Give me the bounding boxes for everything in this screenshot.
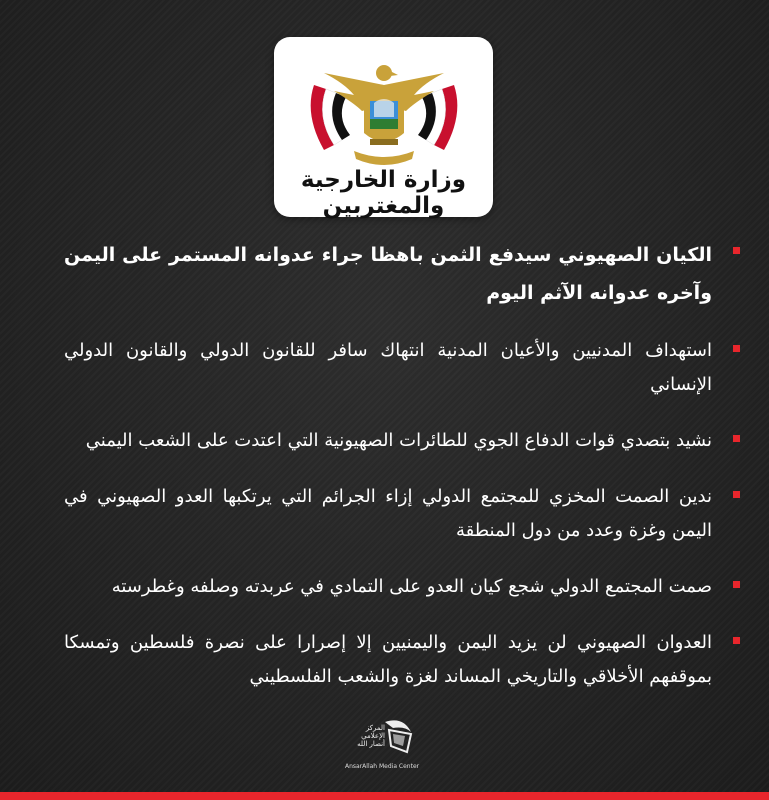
yemen-emblem-icon [294,55,474,175]
headline-text: الكيان الصهيوني سيدفع الثمن باهظا جراء عدوانه المستمر على اليمن وآخره عدوانه الآثم اليوم [64,244,712,304]
point-item [64,424,724,458]
media-center-english: AnsarAllah Media Center [345,763,420,770]
ministry-name: وزارة الخارجية والمغتربين [300,167,467,219]
bullet-marker [733,491,740,498]
bottom-accent-bar [0,792,769,800]
point-item [64,626,724,694]
statement-list [64,236,724,716]
media-center-logo [345,712,420,770]
headline-item [64,236,724,312]
bullet-marker [733,637,740,644]
bullet-marker [733,345,740,352]
bullet-marker [733,435,740,442]
media-center-arabic: المركز الإعلامي أنصار الله [357,724,385,748]
point-text: استهداف المدنيين والأعيان المدنية انتهاك سافر للقانون الدولي والقانون الدولي الإنساني [64,340,712,395]
bullet-marker [733,247,740,254]
point-item [64,480,724,548]
bullet-marker [733,581,740,588]
point-text: ندين الصمت المخزي للمجتمع الدولي إزاء الجرائم التي يرتكبها العدو الصهيوني في اليمن وغزة وعدد من دول المنطقة [64,486,712,541]
point-item [64,334,724,402]
point-text: العدوان الصهيوني لن يزيد اليمن واليمنيين إلا إصرارا على نصرة فلسطين وتمسكا بموقفهم الأخلاقي والتاريخي المساند لغزة والشعب الفلسطيني [64,632,712,687]
point-text: نشيد بتصدي قوات الدفاع الجوي للطائرات الصهيونية التي اعتدت على الشعب اليمني [85,430,712,451]
point-item [64,570,724,604]
ministry-logo-card [274,37,493,217]
point-text: صمت المجتمع الدولي شجع كيان العدو على التمادي في عربدته وصلفه وغطرسته [111,576,712,597]
